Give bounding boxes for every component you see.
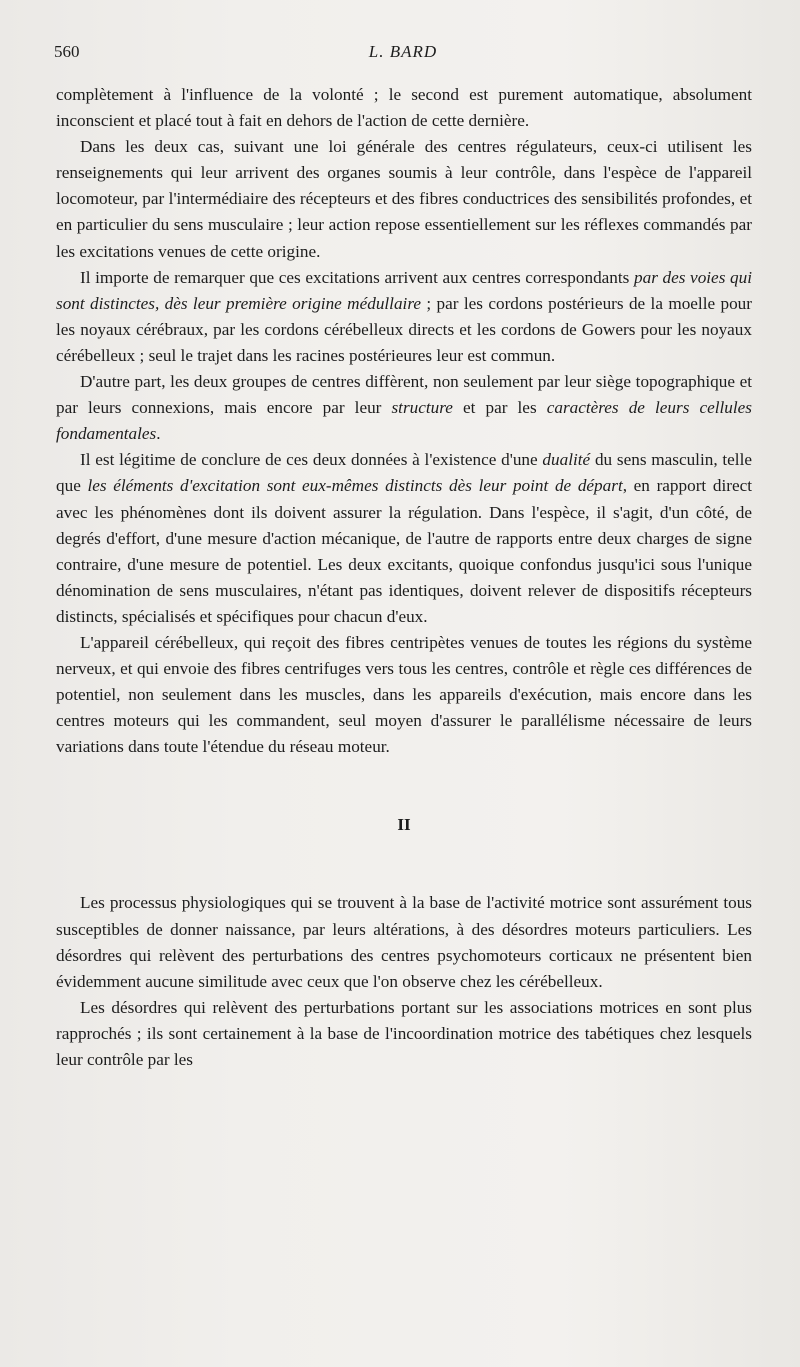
paragraph [56, 134, 752, 264]
text-run: L'appareil cérébelleux, qui reçoit des fibres centripètes venues de toutes les régions du système nerveux, et qui envoie des fibres centrifuges vers tous les centres, contrôle et règle ces différences de potentiel, non seulement dans les muscles, dans les appareils d'exécution, mais encore dans les centres moteurs qui les commandent, seul moyen d'assurer le parallélisme nécessaire de leurs variations dans toute l'étendue du réseau moteur. [56, 632, 752, 757]
paragraphs-after-section [56, 890, 752, 1073]
text-run: Il est légitime de conclure de ces deux données à l'existence d'une [80, 450, 543, 470]
paragraph [56, 630, 752, 760]
paragraph [56, 995, 752, 1073]
italic-text: les éléments d'excitation sont eux-mêmes distincts dès leur point de départ [87, 476, 623, 496]
text-run: complètement à l'influence de la volonté ; le second est purement automatique, absolument inconscient et placé tout à fait en dehors de l'action de cette dernière. [56, 85, 752, 131]
paragraph [56, 265, 752, 369]
paragraph [56, 447, 752, 630]
text-run: du sens masculin, telle que [56, 450, 752, 496]
italic-text: dualité [542, 450, 591, 470]
paragraph [56, 82, 752, 134]
section-heading: II [397, 815, 411, 835]
paragraph [56, 369, 752, 447]
running-head: L. BARD [368, 42, 438, 61]
text-run: Dans les deux cas, suivant une loi générale des centres régulateurs, ceux-ci utilisent les renseignements qui leur arrivent des organes soumis à leur contrôle, dans l'espèce de l'appareil locomoteur, par l'intermédiaire des récepteurs et des fibres conductrices des sensibilités profondes, et en particulier du sens musculaire ; leur action repose essentiellement sur les réflexes commandés par les excitations venues de cette origine. [56, 137, 752, 261]
body-text [56, 82, 752, 1073]
text-run: et par les [452, 398, 547, 418]
page-number: 560 [54, 42, 80, 61]
italic-text: par des voies qui sont distinctes, dès leur première origine médullaire [56, 267, 752, 313]
text-run: Les processus physiologiques qui se trouvent à la base de l'activité motrice sont assurément tous susceptibles de donner naissance, par leurs altérations, à des désordres moteurs particuliers. Les désordres qui relèvent des perturbations des centres psychomoteurs corticaux ne présentent bien évidemment aucune similitude avec ceux que l'on observe chez les cérébelleux. [56, 893, 752, 991]
italic-text: structure [391, 398, 453, 418]
text-run: . [156, 424, 161, 444]
paragraph [56, 890, 752, 994]
page-header [54, 42, 752, 64]
text-run: D'autre part, les deux groupes de centres diffèrent, non seulement par leur siège topographique et par leurs connexions, mais encore par leur [56, 372, 752, 418]
text-run: ; par les cordons postérieurs de la moelle pour les noyaux cérébraux, par les cordons cérébelleux directs et les cordons de Gowers pour les noyaux cérébelleux ; seul le trajet dans les racines postérieures leur est commun. [56, 293, 753, 365]
paragraphs-before-section [56, 82, 752, 760]
italic-text: caractères de leurs cellules fondamentales [56, 398, 752, 444]
text-run: Les désordres qui relèvent des perturbations portant sur les associations motrices en sont plus rapprochés ; ils sont certainement à la base de l'incoordination motrice des tabétiques chez lesquels leur contrôle par les [56, 997, 752, 1069]
text-run: , en rapport direct avec les phénomènes dont ils doivent assurer la régulation. Dans l'espèce, il s'agit, d'un côté, de degrés d'effort, d'une mesure d'action mécanique, de l'autre de rapports entre deux charges de signe contraire, d'une mesure de potentiel. Les deux excitants, quoique confondus jusqu'ici sous l'unique dénomination de sens musculaires, n'étant pas identiques, doivent relever de dispositifs récepteurs distincts, spécialisés et spécifiques pour chacun d'eux. [56, 476, 752, 626]
text-run: Il importe de remarquer que ces excitations arrivent aux centres correspondants [80, 267, 634, 287]
